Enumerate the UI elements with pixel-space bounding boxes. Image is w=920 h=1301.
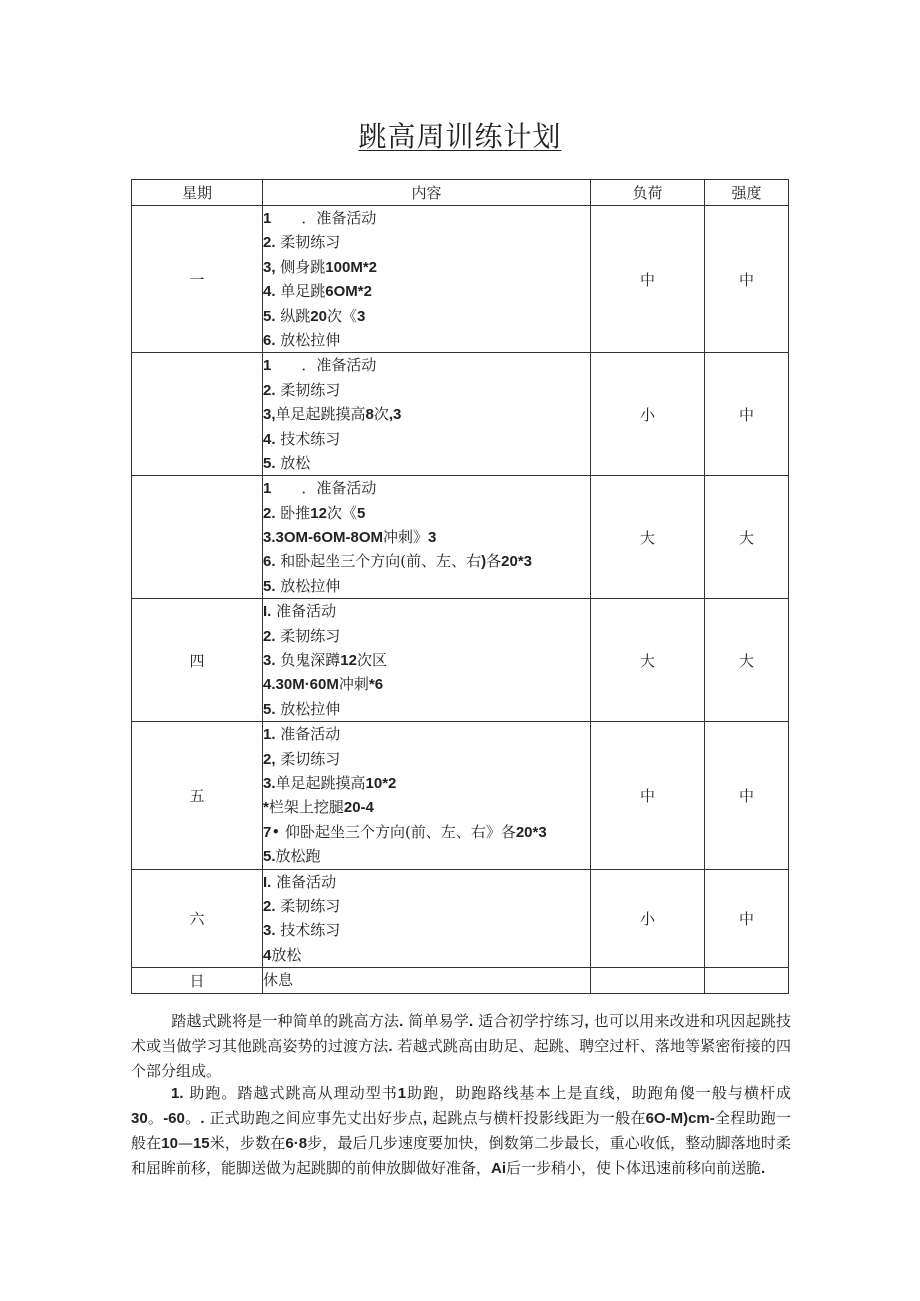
content-cell — [263, 476, 591, 599]
table-row — [132, 353, 789, 476]
exercise-item: 3.单足起跳摸高10*2 — [263, 773, 397, 792]
training-plan-table — [131, 179, 789, 994]
exercise-item: 3. 技术练习 — [263, 921, 341, 940]
table-row — [132, 968, 789, 993]
table-row — [132, 722, 789, 869]
exercise-item: 1 ．准备活动 — [263, 209, 377, 227]
day-cell — [132, 476, 263, 599]
load-cell: 大 — [591, 476, 705, 599]
content-cell — [263, 722, 591, 869]
exercise-item: 2. 柔韧练习 — [263, 896, 341, 915]
exercise-item: 3, 侧身跳100M*2 — [263, 257, 377, 276]
intensity-cell: 中 — [705, 869, 789, 968]
exercise-item: 6. 放松拉伸 — [263, 330, 341, 349]
intensity-cell: 大 — [705, 476, 789, 599]
load-cell: 小 — [591, 869, 705, 968]
content-cell — [263, 968, 591, 993]
exercise-item: 4.30M·60M冲刺*6 — [263, 675, 384, 694]
intensity-cell: 中 — [705, 353, 789, 476]
day-cell: 五 — [132, 722, 263, 869]
header-intensity: 强度 — [705, 180, 789, 206]
exercise-item: 5. 放松拉伸 — [263, 699, 341, 718]
page-title: 跳高周训练计划 — [358, 120, 562, 153]
exercise-item: 4. 技术练习 — [263, 429, 341, 448]
intro-paragraph-text: 踏越式跳将是一种简单的跳高方法. 简单易学. 适合初学拧练习, 也可以用来改进和巩因起跳技术或当做学习其他跳高姿势的过渡方法. 若越式跳高由助足、起跳、聘空过杆、落地等紧密衔接的四个部分组成。 — [131, 1012, 791, 1080]
exercise-item: 1. 准备活动 — [263, 725, 341, 744]
approach-run-paragraph-text: 1. 助跑。踏越式跳高从理动型书1助跑，助跑路线基本上是直线，助跑角傻一般与横杆成30。-60。. 正式助跑之间应事先丈出好步点, 起跳点与横杆投影线距为一般在6O-M)cm-全程助跑一般在10—15米，步数在6·8步，最后几步速度要加快，倒数第二步最长，重心收低，整动脚落地时柔和屈眸前移，能脚送做为起跳脚的前伸放脚做好准备，Ai后一步稍小，使卜体迅速前移向前送脆. — [131, 1084, 791, 1177]
exercise-item: I. 准备活动 — [263, 872, 337, 891]
header-content: 内容 — [263, 180, 591, 206]
load-cell: 大 — [591, 599, 705, 722]
day-cell: 四 — [132, 599, 263, 722]
exercise-item: 2. 柔韧练习 — [263, 626, 341, 645]
exercise-item: 3. 负鬼深蹲12次区 — [263, 651, 387, 670]
day-cell: 六 — [132, 869, 263, 968]
exercise-item: 2. 柔韧练习 — [263, 233, 341, 252]
header-load: 负荷 — [591, 180, 705, 206]
content-cell — [263, 206, 591, 353]
intensity-cell: 大 — [705, 599, 789, 722]
exercise-item: 5. 放松 — [263, 453, 311, 472]
table-header-row — [132, 180, 789, 206]
day-cell — [132, 353, 263, 476]
exercise-item: 3.3OM-6OM-8OM冲刺》3 — [263, 528, 437, 547]
exercise-item: 1 ．准备活动 — [263, 479, 377, 498]
exercise-item: 5. 纵跳20次《3 — [263, 306, 366, 325]
exercise-item: 6. 和卧起坐三个方向(前、左、右)各20*3 — [263, 552, 533, 571]
header-day: 星期 — [132, 180, 263, 206]
exercise-item: 1 ．准备活动 — [263, 356, 377, 375]
day-cell: 日 — [132, 968, 263, 993]
exercise-item: 2, 柔切练习 — [263, 749, 341, 768]
exercise-item: 2. 柔韧练习 — [263, 380, 341, 399]
table-row — [132, 476, 789, 599]
exercise-item: 5.放松跑 — [263, 847, 321, 866]
intensity-cell: 中 — [705, 722, 789, 869]
load-cell — [591, 968, 705, 993]
exercise-item: 4放松 — [263, 945, 302, 964]
exercise-item: 休息 — [263, 971, 294, 990]
exercise-item: I. 准备活动 — [263, 602, 337, 621]
intensity-cell — [705, 968, 789, 993]
day-cell: 一 — [132, 206, 263, 353]
exercise-item: 4. 单足跳6OM*2 — [263, 282, 372, 301]
exercise-item: 7• 仰卧起坐三个方向(前、左、右》各20*3 — [263, 822, 547, 841]
content-cell — [263, 353, 591, 476]
table-row — [132, 206, 789, 353]
approach-run-paragraph — [131, 1081, 791, 1181]
load-cell: 小 — [591, 353, 705, 476]
table-row — [132, 869, 789, 968]
load-cell: 中 — [591, 206, 705, 353]
intro-paragraph — [131, 1009, 791, 1083]
exercise-item: 3,单足起跳摸高8次,3 — [263, 405, 402, 424]
exercise-item: 2. 卧推12次《5 — [263, 503, 366, 522]
load-cell: 中 — [591, 722, 705, 869]
exercise-item: *栏架上挖腿20-4 — [263, 798, 374, 817]
exercise-item: 5. 放松拉伸 — [263, 576, 341, 595]
content-cell — [263, 599, 591, 722]
intensity-cell: 中 — [705, 206, 789, 353]
table-row — [132, 599, 789, 722]
content-cell — [263, 869, 591, 968]
